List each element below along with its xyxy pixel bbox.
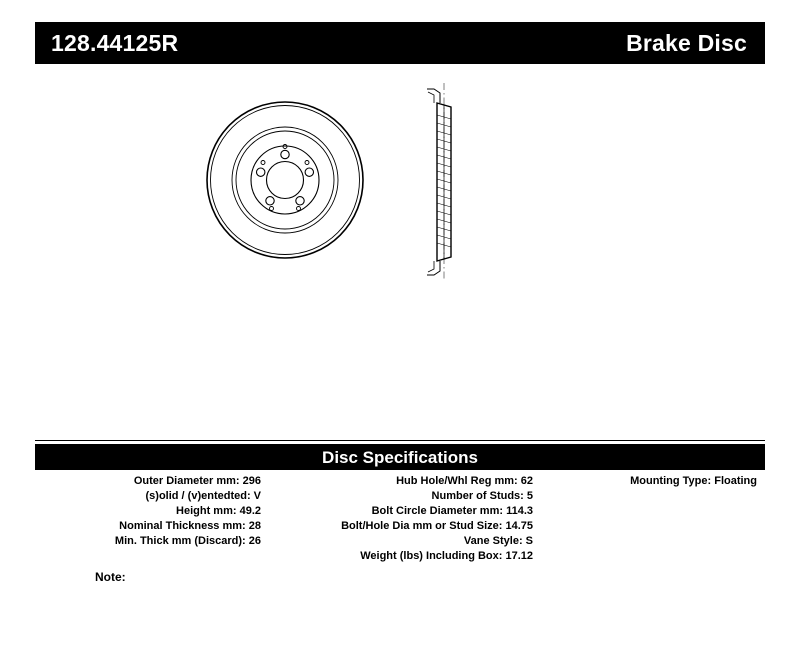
spec-title: Disc Specifications — [322, 447, 478, 467]
spec-item: Vane Style: S — [463, 535, 533, 547]
part-number: 128.44125R — [51, 29, 179, 56]
brake-disc-edge-view — [427, 83, 451, 281]
spec-item: Min. Thick mm (Discard): 26 — [114, 535, 261, 547]
spec-item: Bolt Circle Diameter mm: 114.3 — [371, 505, 533, 517]
brake-disc-face-view — [207, 102, 363, 258]
product-illustration — [35, 75, 765, 415]
spec-item: Weight (lbs) Including Box: 17.12 — [360, 550, 533, 562]
spec-item: Outer Diameter mm: 296 — [133, 475, 261, 487]
spec-item: (s)olid / (v)entedted: V — [145, 490, 261, 502]
spec-divider — [35, 440, 765, 441]
spec-item: Hub Hole/Whl Reg mm: 62 — [396, 475, 533, 487]
spec-header-bar — [35, 444, 765, 470]
note-label: Note: — [95, 570, 126, 584]
spec-columns — [35, 474, 765, 584]
spec-column-left — [35, 474, 267, 549]
note-row — [35, 570, 765, 590]
spec-item: Nominal Thickness mm: 28 — [119, 520, 261, 532]
spec-item: Height mm: 49.2 — [176, 505, 261, 517]
spec-item: Number of Studs: 5 — [431, 490, 533, 502]
spec-column-middle — [267, 474, 537, 564]
product-type: Brake Disc — [626, 29, 747, 56]
header-bar — [35, 22, 765, 64]
spec-item: Mounting Type: Floating — [630, 475, 757, 487]
spec-column-right — [537, 474, 765, 489]
spec-item: Bolt/Hole Dia mm or Stud Size: 14.75 — [341, 520, 533, 532]
